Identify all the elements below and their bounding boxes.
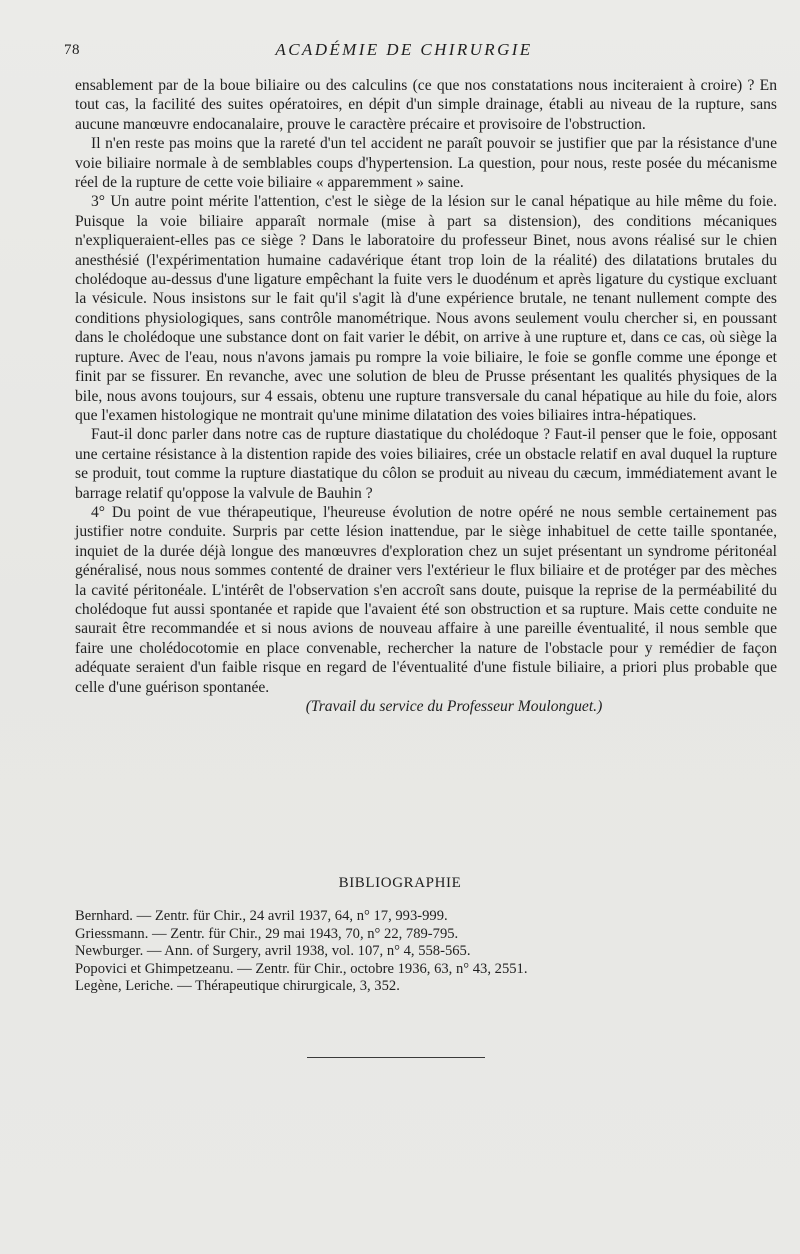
page-number: 78: [64, 42, 80, 58]
bibliography-entry: Griessmann. — Zentr. für Chir., 29 mai 1943, 70, n° 22, 789-795.: [75, 925, 459, 942]
paragraph: ensablement par de la boue biliaire ou des calculins (ce que nos constatations nous inciteraient à croire) ? En tout cas, la facilité des suites opératoires, en dépit d'un simple drainage, établi au niveau de la rupture, sans aucune manœuvre endocanalaire, prouve le caractère précaire et provisoire de l'obstruction.: [75, 77, 777, 133]
paragraph: 4° Du point de vue thérapeutique, l'heureuse évolution de notre opéré ne nous semble certainement pas justifier notre conduite. Surpris par cette lésion inattendue, par le siège inhabituel de cette taille spontanée, inquiet de la durée déjà longue des manœuvres d'exploration chez un sujet présentant un syndrome péritonéal généralisé, nous nous sommes contenté de drainer vers l'extérieur le flux biliaire et de protéger par des mèches la cavité péritonéale. L'intérêt de l'observation s'en accroît sans doute, puisque la reprise de la perméabilité du cholédoque fut aussi spontanée et rapide que l'avaient été son obstruction et sa rupture. Mais cette conduite ne saurait être recommandée et si nous avions de nouveau affaire à une pareille éventualité, il nous semble que faire une cholédocotomie en place convenable, rechercher la nature de l'obstacle pour y remédier de façon adéquate seraient d'un faible risque en regard de l'éventualité d'une fistule biliaire, a priori plus probable que celle d'une guérison spontanée.: [75, 503, 777, 696]
running-title: ACADÉMIE DE CHIRURGIE: [275, 40, 533, 59]
article-body: [75, 76, 777, 716]
paragraph: Faut-il donc parler dans notre cas de rupture diastatique du cholédoque ? Faut-il penser que le foie, opposant une certaine résistance à la distention rapide des voies biliaires, crée un obstacle relatif en aval duquel la rupture se produit, tout comme la rupture diastatique du côlon se produit au niveau du cæcum, immédiatement avant le barrage relatif qu'oppose la valvule de Bauhin ?: [75, 426, 777, 502]
bibliography-entry: Popovici et Ghimpetzeanu. — Zentr. für Chir., octobre 1936, 63, n° 43, 2551.: [75, 960, 528, 977]
bibliography-heading: BIBLIOGRAPHIE: [338, 875, 462, 891]
paragraph: 3° Un autre point mérite l'attention, c'est le siège de la lésion sur le canal hépatique au hile même du foie. Puisque la voie biliaire apparaît normale (mise à part sa distension), des conditions mécaniques n'expliqueraient-elles pas ce siège ? Dans le laboratoire du professeur Binet, nous avons réalisé sur le chien anesthésié (l'expérimentation humaine cadavérique étant trop loin de la réalité) des dilatations brutales du cholédoque au-dessus d'une ligature empêchant la fuite vers le duodénum et après ligature du cystique excluant la vésicule. Nous insistons sur le fait qu'il s'agit là d'une expérience brutale, ne tenant nullement compte des conditions physiologiques, sans contrôle manométrique. Nous avons seulement voulu chercher si, en poussant dans le cholédoque une substance dont on fait varier le débit, on arrive à une rupture et, dans ce cas, où siège la rupture. Avec de l'eau, nous n'avons jamais pu rompre la voie biliaire, le foie se gonfle comme une éponge et finit par se fissurer. En revanche, avec une solution de bleu de Prusse présentant les qualités physiques de la bile, nous avons toujours, sur 4 essais, obtenu une rupture transversale du canal hépatique au hile du foie, alors que l'examen histologique ne montrait qu'une minime dilatation des voies biliaires intra-hépatiques.: [75, 193, 777, 424]
bibliography-entry: Bernhard. — Zentr. für Chir., 24 avril 1937, 64, n° 17, 993-999.: [75, 908, 448, 924]
bibliography-entry: Legène, Leriche. — Thérapeutique chirurgicale, 3, 352.: [75, 978, 400, 995]
page-header: [64, 40, 744, 62]
bibliography-list: [75, 908, 777, 996]
bibliography-entry: Newburger. — Ann. of Surgery, avril 1938, vol. 107, n° 4, 558-565.: [75, 943, 471, 960]
work-credit: (Travail du service du Professeur Moulonguet.): [305, 698, 603, 715]
end-rule: [307, 1057, 485, 1058]
paragraph: Il n'en reste pas moins que la rareté d'un tel accident ne paraît pouvoir se justifier que par la résistance d'une voie biliaire normale à de semblables coups d'hypertension. La question, pour nous, reste posée du mécanisme réel de la rupture de cette voie biliaire « apparemment » saine.: [75, 135, 777, 192]
